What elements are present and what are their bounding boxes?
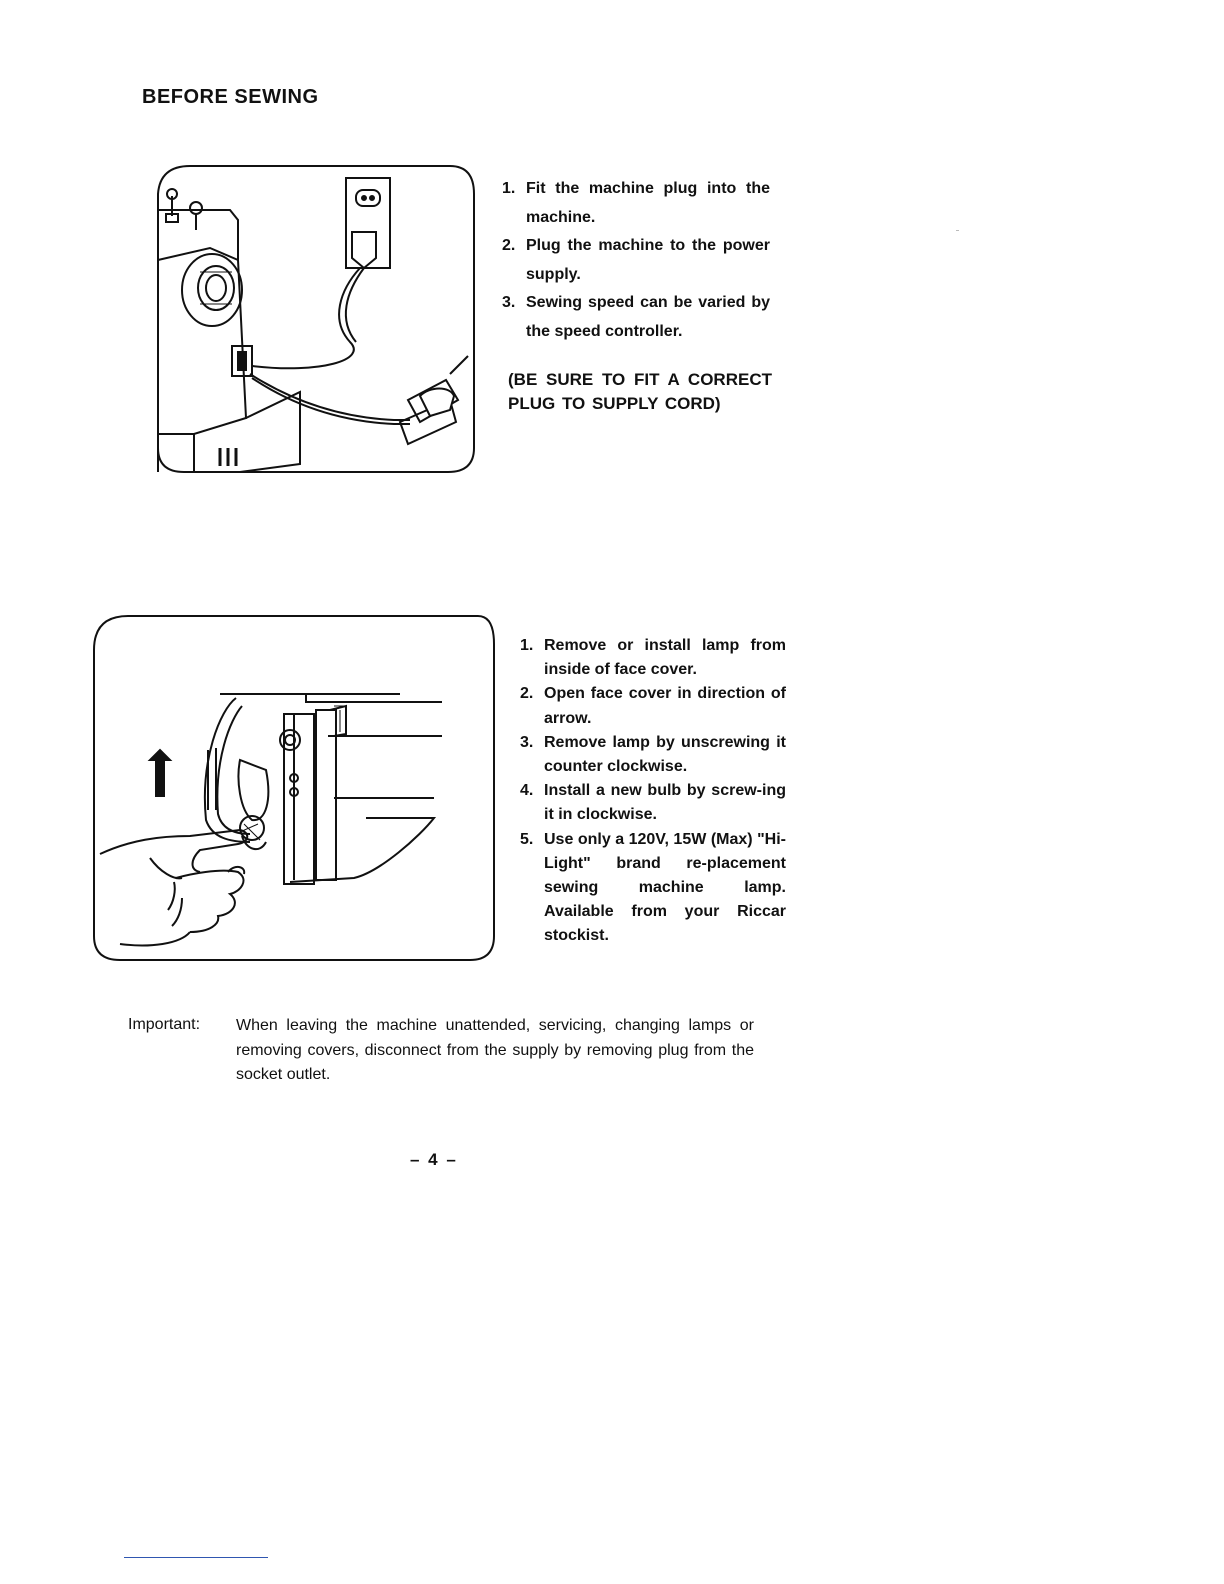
list-item: [520, 682, 786, 730]
plug-warning: (BE SURE TO FIT A CORRECT PLUG TO SUPPLY CORD): [508, 370, 772, 413]
step-number: 3.: [520, 733, 534, 751]
step-number: 3.: [502, 294, 516, 311]
footer-rule: [124, 1557, 268, 1558]
list-item: [502, 232, 770, 289]
lamp-steps-list: [520, 634, 786, 949]
page-number: – 4 –: [410, 1150, 458, 1169]
page-title: BEFORE SEWING: [142, 86, 319, 108]
lamp-illustration: [90, 610, 498, 966]
list-item: [520, 828, 786, 949]
step-text: Fit the machine plug into the machine.: [526, 180, 770, 226]
list-item: [520, 731, 786, 779]
important-label: Important:: [128, 1016, 201, 1033]
figure-frame: [158, 166, 474, 472]
important-note: When leaving the machine unattended, servicing, changing lamps or removing covers, disconnect from the supply by removing plug from the socket outlet.: [236, 1017, 754, 1083]
step-text: Use only a 120V, 15W (Max) "Hi-Light" brand re-placement sewing machine lamp. Available from your Riccar stockist.: [544, 830, 786, 945]
list-item: [520, 634, 786, 682]
step-text: Plug the machine to the power supply.: [526, 237, 770, 283]
list-item: [502, 175, 770, 232]
plug-illustration: [150, 160, 478, 476]
list-item: [520, 779, 786, 827]
step-text: Remove or install lamp from inside of face cover.: [544, 637, 786, 679]
scan-mark: [956, 230, 959, 231]
step-number: 2.: [520, 685, 534, 703]
list-item: [502, 289, 770, 346]
step-number: 4.: [520, 782, 534, 800]
step-text: Remove lamp by unscrewing it counter clockwise.: [544, 733, 786, 776]
connection-steps-list: [502, 175, 770, 346]
step-text: Install a new bulb by screw-ing it in clockwise.: [544, 782, 786, 824]
step-number: 1.: [502, 180, 516, 197]
step-text: Sewing speed can be varied by the speed controller.: [526, 294, 770, 340]
step-text: Open face cover in direction of arrow.: [544, 685, 786, 727]
step-number: 1.: [520, 637, 534, 654]
step-number: 2.: [502, 237, 516, 254]
step-number: 5.: [520, 830, 534, 848]
